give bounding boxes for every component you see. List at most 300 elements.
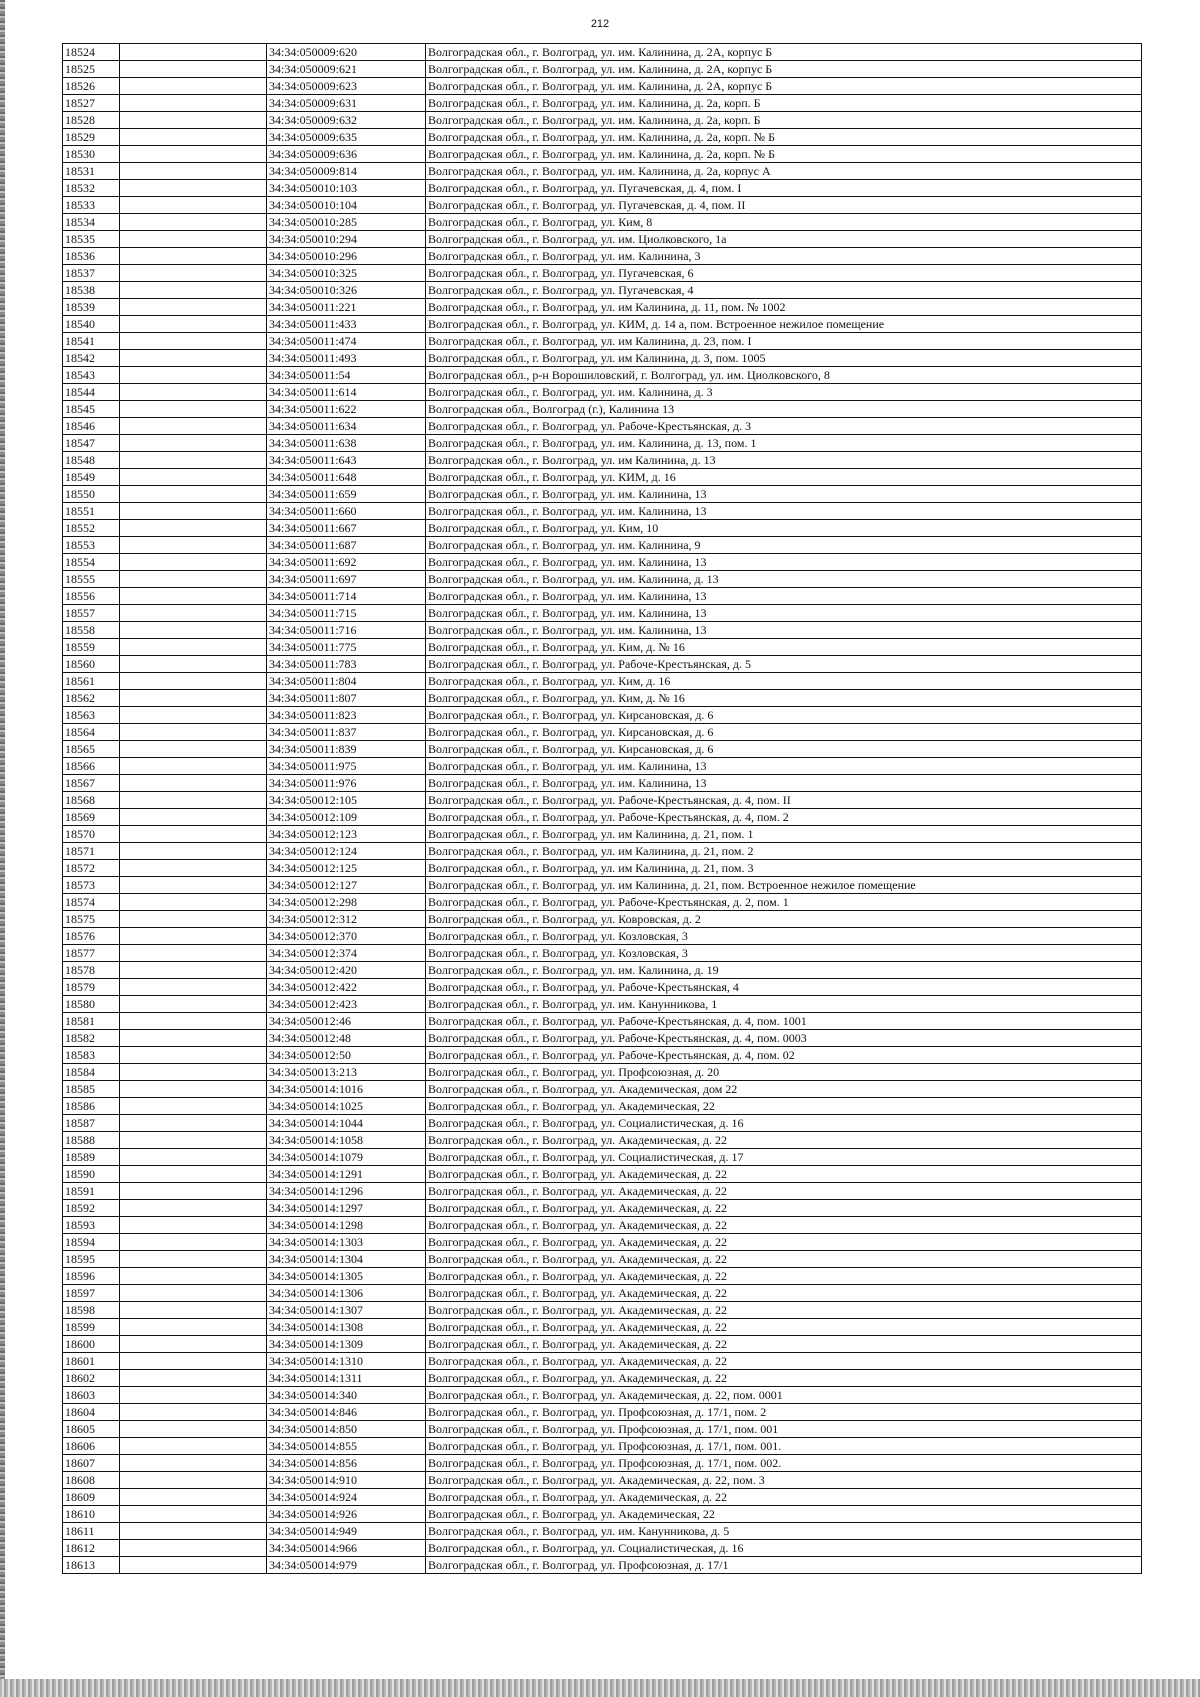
property-address: Волгоградская обл., г. Волгоград, ул. им. Калинина, д. 2а, корп. № Б [426,129,1142,146]
row-number: 18579 [63,979,120,996]
property-address: Волгоградская обл., г. Волгоград, ул. Академическая, д. 22 [426,1489,1142,1506]
table-row [63,316,1142,333]
row-number: 18566 [63,758,120,775]
cadastral-number: 34:34:050011:692 [267,554,426,571]
row-number: 18585 [63,1081,120,1098]
table-row [63,1098,1142,1115]
row-number: 18602 [63,1370,120,1387]
table-row [63,707,1142,724]
table-row [63,180,1142,197]
empty-cell [120,1285,267,1302]
table-row [63,928,1142,945]
property-address: Волгоградская обл., г. Волгоград, ул. им. Калинина, 13 [426,758,1142,775]
table-row [63,1234,1142,1251]
table-row [63,231,1142,248]
row-number: 18550 [63,486,120,503]
table-row [63,1387,1142,1404]
table-row [63,1081,1142,1098]
cadastral-number: 34:34:050014:924 [267,1489,426,1506]
table-row [63,1149,1142,1166]
cadastral-number: 34:34:050014:855 [267,1438,426,1455]
cadastral-number: 34:34:050011:783 [267,656,426,673]
cadastral-number: 34:34:050014:926 [267,1506,426,1523]
table-row [63,979,1142,996]
property-address: Волгоградская обл., г. Волгоград, ул. Профсоюзная, д. 17/1, пом. 002. [426,1455,1142,1472]
table-row [63,690,1142,707]
row-number: 18545 [63,401,120,418]
property-address: Волгоградская обл., г. Волгоград, ул. Академическая, д. 22 [426,1302,1142,1319]
empty-cell [120,588,267,605]
empty-cell [120,418,267,435]
property-address: Волгоградская обл., г. Волгоград, ул. Академическая, д. 22 [426,1166,1142,1183]
table-row [63,1285,1142,1302]
row-number: 18592 [63,1200,120,1217]
property-address: Волгоградская обл., г. Волгоград, ул. им. Калинина, 13 [426,554,1142,571]
table-row [63,996,1142,1013]
empty-cell [120,554,267,571]
empty-cell [120,1540,267,1557]
row-number: 18603 [63,1387,120,1404]
cadastral-number: 34:34:050011:221 [267,299,426,316]
empty-cell [120,435,267,452]
table-row [63,197,1142,214]
cadastral-number: 34:34:050011:687 [267,537,426,554]
row-number: 18527 [63,95,120,112]
cadastral-number: 34:34:050011:804 [267,673,426,690]
property-address: Волгоградская обл., г. Волгоград, ул. Профсоюзная, д. 17/1, пом. 2 [426,1404,1142,1421]
property-address: Волгоградская обл., г. Волгоград, ул. Рабоче-Крестьянская, д. 4, пом. 1001 [426,1013,1142,1030]
empty-cell [120,571,267,588]
cadastral-number: 34:34:050012:46 [267,1013,426,1030]
cadastral-number: 34:34:050014:910 [267,1472,426,1489]
row-number: 18598 [63,1302,120,1319]
property-address: Волгоградская обл., г. Волгоград, ул. Академическая, 22 [426,1098,1142,1115]
empty-cell [120,1557,267,1574]
cadastral-number: 34:34:050012:105 [267,792,426,809]
cadastral-number: 34:34:050014:1296 [267,1183,426,1200]
table-row [63,945,1142,962]
table-row [63,571,1142,588]
table-row [63,605,1142,622]
cadastral-number: 34:34:050014:846 [267,1404,426,1421]
cadastral-number: 34:34:050011:697 [267,571,426,588]
cadastral-number: 34:34:050011:976 [267,775,426,792]
cadastral-number: 34:34:050012:127 [267,877,426,894]
cadastral-number: 34:34:050011:775 [267,639,426,656]
property-address: Волгоградская обл., г. Волгоград, ул. им. Калинина, 13 [426,503,1142,520]
table-row [63,452,1142,469]
property-address: Волгоградская обл., г. Волгоград, ул. Академическая, 22 [426,1506,1142,1523]
empty-cell [120,1047,267,1064]
row-number: 18571 [63,843,120,860]
cadastral-number: 34:34:050013:213 [267,1064,426,1081]
property-address: Волгоградская обл., г. Волгоград, ул. КИМ, д. 16 [426,469,1142,486]
empty-cell [120,690,267,707]
row-number: 18580 [63,996,120,1013]
row-number: 18526 [63,78,120,95]
property-address: Волгоградская обл., г. Волгоград, ул. Ким, д. № 16 [426,639,1142,656]
row-number: 18582 [63,1030,120,1047]
property-address: Волгоградская обл., г. Волгоград, ул. им. Калинина, д. 2а, корп. № Б [426,146,1142,163]
table-row [63,1013,1142,1030]
cadastral-number: 34:34:050011:837 [267,724,426,741]
cadastral-number: 34:34:050014:1307 [267,1302,426,1319]
cadastral-number: 34:34:050011:823 [267,707,426,724]
row-number: 18610 [63,1506,120,1523]
empty-cell [120,1200,267,1217]
empty-cell [120,826,267,843]
table-row [63,775,1142,792]
row-number: 18613 [63,1557,120,1574]
empty-cell [120,333,267,350]
empty-cell [120,401,267,418]
property-address: Волгоградская обл., г. Волгоград, ул. Козловская, 3 [426,928,1142,945]
cadastral-number: 34:34:050011:54 [267,367,426,384]
property-address: Волгоградская обл., г. Волгоград, ул. им. Калинина, 13 [426,486,1142,503]
property-address: Волгоградская обл., г. Волгоград, ул. им. Калинина, 13 [426,775,1142,792]
cadastral-number: 34:34:050014:979 [267,1557,426,1574]
empty-cell [120,1523,267,1540]
cadastral-number: 34:34:050009:623 [267,78,426,95]
property-address: Волгоградская обл., г. Волгоград, ул. им. Калинина, д. 3 [426,384,1142,401]
row-number: 18608 [63,1472,120,1489]
table-row [63,486,1142,503]
empty-cell [120,894,267,911]
row-number: 18549 [63,469,120,486]
cadastral-number: 34:34:050010:325 [267,265,426,282]
row-number: 18589 [63,1149,120,1166]
table-row [63,44,1142,61]
empty-cell [120,741,267,758]
cadastral-number: 34:34:050009:636 [267,146,426,163]
table-row [63,843,1142,860]
cadastral-number: 34:34:050011:716 [267,622,426,639]
cadastral-number: 34:34:050010:104 [267,197,426,214]
row-number: 18584 [63,1064,120,1081]
empty-cell [120,1336,267,1353]
row-number: 18539 [63,299,120,316]
table-row [63,639,1142,656]
table-row [63,1353,1142,1370]
property-address: Волгоградская обл., г. Волгоград, ул. Ковровская, д. 2 [426,911,1142,928]
property-address: Волгоградская обл., Волгоград (г.), Калинина 13 [426,401,1142,418]
cadastral-number: 34:34:050014:949 [267,1523,426,1540]
empty-cell [120,843,267,860]
table-row [63,1268,1142,1285]
property-address: Волгоградская обл., г. Волгоград, ул. им Калинина, д. 23, пом. I [426,333,1142,350]
cadastral-number: 34:34:050009:631 [267,95,426,112]
cadastral-number: 34:34:050012:422 [267,979,426,996]
table-row [63,95,1142,112]
property-address: Волгоградская обл., г. Волгоград, ул. Академическая, д. 22 [426,1370,1142,1387]
property-address: Волгоградская обл., г. Волгоград, ул. Академическая, д. 22, пом. 3 [426,1472,1142,1489]
row-number: 18590 [63,1166,120,1183]
property-address: Волгоградская обл., г. Волгоград, ул. Академическая, дом 22 [426,1081,1142,1098]
row-number: 18604 [63,1404,120,1421]
row-number: 18554 [63,554,120,571]
table-row [63,282,1142,299]
empty-cell [120,163,267,180]
table-row [63,809,1142,826]
empty-cell [120,214,267,231]
table-row [63,1319,1142,1336]
property-address: Волгоградская обл., г. Волгоград, ул. Академическая, д. 22 [426,1200,1142,1217]
table-row [63,1183,1142,1200]
row-number: 18587 [63,1115,120,1132]
table-row [63,299,1142,316]
empty-cell [120,231,267,248]
property-address: Волгоградская обл., г. Волгоград, ул. Академическая, д. 22 [426,1183,1142,1200]
property-address: Волгоградская обл., г. Волгоград, ул. им. Калинина, 9 [426,537,1142,554]
scan-bottom-edge [0,1679,1200,1697]
property-address: Волгоградская обл., г. Волгоград, ул. Академическая, д. 22 [426,1251,1142,1268]
property-address: Волгоградская обл., г. Волгоград, ул. Кирсановская, д. 6 [426,741,1142,758]
table-row [63,1557,1142,1574]
cadastral-number: 34:34:050014:1309 [267,1336,426,1353]
table-row [63,1370,1142,1387]
empty-cell [120,1030,267,1047]
empty-cell [120,877,267,894]
empty-cell [120,350,267,367]
cadastral-number: 34:34:050014:1305 [267,1268,426,1285]
cadastral-number: 34:34:050014:1291 [267,1166,426,1183]
empty-cell [120,1353,267,1370]
table-row [63,418,1142,435]
empty-cell [120,146,267,163]
empty-cell [120,1098,267,1115]
page-number: 212 [590,18,610,30]
property-address: Волгоградская обл., г. Волгоград, ул. Профсоюзная, д. 17/1, пом. 001 [426,1421,1142,1438]
cadastral-number: 34:34:050009:621 [267,61,426,78]
cadastral-number: 34:34:050011:807 [267,690,426,707]
row-number: 18577 [63,945,120,962]
row-number: 18576 [63,928,120,945]
table-row [63,588,1142,605]
property-address: Волгоградская обл., г. Волгоград, ул. им Калинина, д. 13 [426,452,1142,469]
property-address: Волгоградская обл., г. Волгоград, ул. Академическая, д. 22 [426,1285,1142,1302]
empty-cell [120,1506,267,1523]
property-address: Волгоградская обл., г. Волгоград, ул. Пугачевская, д. 4, пом. II [426,197,1142,214]
row-number: 18533 [63,197,120,214]
table-row [63,911,1142,928]
property-address: Волгоградская обл., г. Волгоград, ул. Рабоче-Крестьянская, д. 4, пом. II [426,792,1142,809]
cadastral-number: 34:34:050014:1306 [267,1285,426,1302]
empty-cell [120,945,267,962]
empty-cell [120,248,267,265]
property-address: Волгоградская обл., г. Волгоград, ул. Рабоче-Крестьянская, д. 4, пом. 02 [426,1047,1142,1064]
empty-cell [120,1064,267,1081]
property-address: Волгоградская обл., г. Волгоград, ул. им. Калинина, 3 [426,248,1142,265]
property-address: Волгоградская обл., г. Волгоград, ул. Пугачевская, 4 [426,282,1142,299]
property-address: Волгоградская обл., г. Волгоград, ул. им. Калинина, д. 2а, корпус А [426,163,1142,180]
row-number: 18607 [63,1455,120,1472]
cadastral-number: 34:34:050011:634 [267,418,426,435]
empty-cell [120,1234,267,1251]
empty-cell [120,1421,267,1438]
property-address: Волгоградская обл., г. Волгоград, ул. им. Калинина, д. 13, пом. 1 [426,435,1142,452]
row-number: 18560 [63,656,120,673]
property-address: Волгоградская обл., г. Волгоград, ул. Рабоче-Крестьянская, д. 5 [426,656,1142,673]
empty-cell [120,180,267,197]
row-number: 18586 [63,1098,120,1115]
cadastral-number: 34:34:050011:839 [267,741,426,758]
row-number: 18596 [63,1268,120,1285]
property-address: Волгоградская обл., г. Волгоград, ул. им Калинина, д. 21, пом. 2 [426,843,1142,860]
cadastral-number: 34:34:050014:1058 [267,1132,426,1149]
table-row [63,758,1142,775]
empty-cell [120,1489,267,1506]
table-row [63,469,1142,486]
property-address: Волгоградская обл., г. Волгоград, ул. Академическая, д. 22 [426,1132,1142,1149]
property-address: Волгоградская обл., г. Волгоград, ул. Социалистическая, д. 17 [426,1149,1142,1166]
row-number: 18606 [63,1438,120,1455]
cadastral-number: 34:34:050014:1303 [267,1234,426,1251]
empty-cell [120,486,267,503]
empty-cell [120,1183,267,1200]
row-number: 18597 [63,1285,120,1302]
cadastral-number: 34:34:050009:632 [267,112,426,129]
row-number: 18593 [63,1217,120,1234]
row-number: 18553 [63,537,120,554]
property-address: Волгоградская обл., г. Волгоград, ул. Рабоче-Крестьянская, д. 2, пом. 1 [426,894,1142,911]
table-row [63,214,1142,231]
cadastral-number: 34:34:050012:50 [267,1047,426,1064]
row-number: 18563 [63,707,120,724]
property-address: Волгоградская обл., г. Волгоград, ул. Рабоче-Крестьянская, д. 3 [426,418,1142,435]
property-address: Волгоградская обл., г. Волгоград, ул. Рабоче-Крестьянская, 4 [426,979,1142,996]
cadastral-number: 34:34:050011:638 [267,435,426,452]
empty-cell [120,758,267,775]
cadastral-number: 34:34:050011:622 [267,401,426,418]
property-registry-table [62,43,1142,1574]
table-row [63,826,1142,843]
property-address: Волгоградская обл., г. Волгоград, ул. им Калинина, д. 11, пом. № 1002 [426,299,1142,316]
empty-cell [120,452,267,469]
empty-cell [120,520,267,537]
table-row [63,1302,1142,1319]
row-number: 18532 [63,180,120,197]
cadastral-number: 34:34:050014:1297 [267,1200,426,1217]
empty-cell [120,860,267,877]
empty-cell [120,1217,267,1234]
empty-cell [120,1404,267,1421]
empty-cell [120,1472,267,1489]
property-address: Волгоградская обл., г. Волгоград, ул. им. Калинина, 13 [426,588,1142,605]
table-row [63,163,1142,180]
row-number: 18542 [63,350,120,367]
empty-cell [120,197,267,214]
cadastral-number: 34:34:050014:1308 [267,1319,426,1336]
table-row [63,61,1142,78]
cadastral-number: 34:34:050014:1298 [267,1217,426,1234]
cadastral-number: 34:34:050011:648 [267,469,426,486]
cadastral-number: 34:34:050012:48 [267,1030,426,1047]
row-number: 18595 [63,1251,120,1268]
cadastral-number: 34:34:050011:659 [267,486,426,503]
row-number: 18599 [63,1319,120,1336]
empty-cell [120,112,267,129]
property-address: Волгоградская обл., г. Волгоград, ул. Ким, д. № 16 [426,690,1142,707]
empty-cell [120,367,267,384]
cadastral-number: 34:34:050012:374 [267,945,426,962]
property-address: Волгоградская обл., г. Волгоград, ул. Академическая, д. 22 [426,1268,1142,1285]
property-address: Волгоградская обл., г. Волгоград, ул. им. Калинина, д. 2а, корп. Б [426,112,1142,129]
row-number: 18556 [63,588,120,605]
table-row [63,877,1142,894]
empty-cell [120,979,267,996]
row-number: 18591 [63,1183,120,1200]
row-number: 18600 [63,1336,120,1353]
row-number: 18558 [63,622,120,639]
table-row [63,1064,1142,1081]
row-number: 18547 [63,435,120,452]
cadastral-number: 34:34:050010:285 [267,214,426,231]
cadastral-number: 34:34:050011:493 [267,350,426,367]
row-number: 18612 [63,1540,120,1557]
property-address: Волгоградская обл., г. Волгоград, ул. им Калинина, д. 21, пом. 1 [426,826,1142,843]
table-row [63,401,1142,418]
table-row [63,1489,1142,1506]
empty-cell [120,1081,267,1098]
cadastral-number: 34:34:050011:433 [267,316,426,333]
property-address: Волгоградская обл., г. Волгоград, ул. Пугачевская, д. 4, пом. I [426,180,1142,197]
cadastral-number: 34:34:050012:312 [267,911,426,928]
table-row [63,146,1142,163]
cadastral-number: 34:34:050011:614 [267,384,426,401]
row-number: 18548 [63,452,120,469]
property-address: Волгоградская обл., г. Волгоград, ул. Рабоче-Крестьянская, д. 4, пом. 0003 [426,1030,1142,1047]
property-address: Волгоградская обл., г. Волгоград, ул. Козловская, 3 [426,945,1142,962]
row-number: 18574 [63,894,120,911]
row-number: 18567 [63,775,120,792]
property-address: Волгоградская обл., г. Волгоград, ул. Академическая, д. 22 [426,1234,1142,1251]
table-row [63,894,1142,911]
property-address: Волгоградская обл., г. Волгоград, ул. им. Калинина, д. 19 [426,962,1142,979]
row-number: 18557 [63,605,120,622]
empty-cell [120,61,267,78]
empty-cell [120,129,267,146]
cadastral-number: 34:34:050014:1016 [267,1081,426,1098]
empty-cell [120,1455,267,1472]
row-number: 18573 [63,877,120,894]
row-number: 18594 [63,1234,120,1251]
property-address: Волгоградская обл., г. Волгоград, ул. Социалистическая, д. 16 [426,1115,1142,1132]
row-number: 18528 [63,112,120,129]
row-number: 18541 [63,333,120,350]
empty-cell [120,1251,267,1268]
row-number: 18564 [63,724,120,741]
row-number: 18551 [63,503,120,520]
cadastral-number: 34:34:050012:109 [267,809,426,826]
row-number: 18561 [63,673,120,690]
empty-cell [120,1166,267,1183]
property-address: Волгоградская обл., г. Волгоград, ул. Академическая, д. 22 [426,1336,1142,1353]
empty-cell [120,928,267,945]
row-number: 18611 [63,1523,120,1540]
property-address: Волгоградская обл., г. Волгоград, ул. Профсоюзная, д. 20 [426,1064,1142,1081]
property-address: Волгоградская обл., г. Волгоград, ул. КИМ, д. 14 а, пом. Встроенное нежилое помещение [426,316,1142,333]
property-address: Волгоградская обл., г. Волгоград, ул. Ким, д. 16 [426,673,1142,690]
table-row [63,367,1142,384]
row-number: 18537 [63,265,120,282]
empty-cell [120,622,267,639]
cadastral-number: 34:34:050011:660 [267,503,426,520]
property-address: Волгоградская обл., г. Волгоград, ул. им. Калинина, 13 [426,605,1142,622]
cadastral-number: 34:34:050011:667 [267,520,426,537]
table-row [63,333,1142,350]
property-address: Волгоградская обл., г. Волгоград, ул. им. Канунникова, д. 5 [426,1523,1142,1540]
row-number: 18555 [63,571,120,588]
